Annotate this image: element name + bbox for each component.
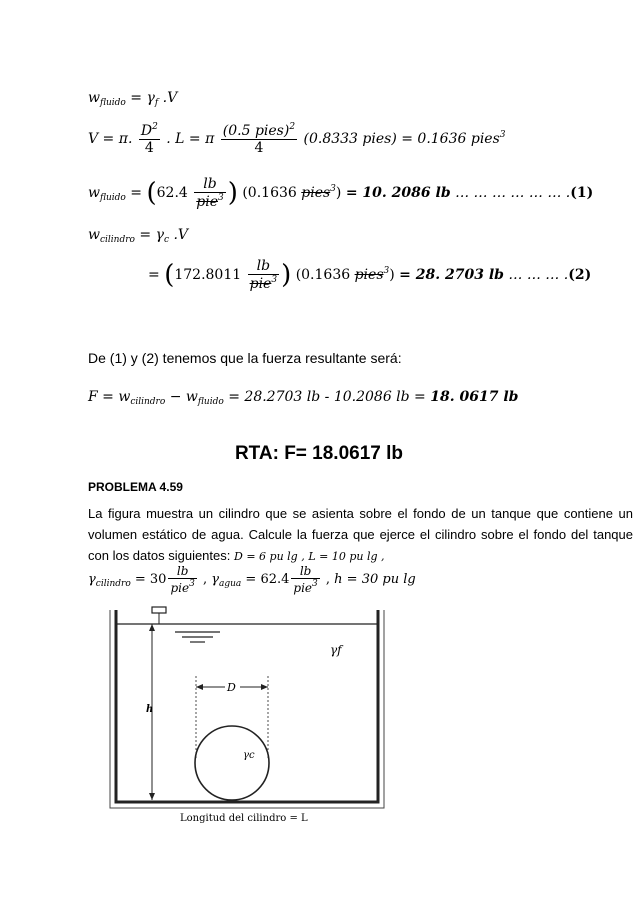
- conclusion-text: De (1) y (2) tenemos que la fuerza resultante será:: [88, 350, 402, 366]
- equation-w-fluid-value: $w_{fluido} = (62.4$ $\frac{lb}{pie^3}$ ) (0.1636 pies$^3$) = 10. 2086 lb … … … … … … .(1): [88, 176, 594, 210]
- equation-w-fluid-definition: $w_{fluido} = \gamma_f$ .V: [88, 90, 178, 108]
- gamma-c-label: γc: [243, 750, 255, 761]
- tank-figure: [100, 600, 390, 825]
- equation-volume: V = π. $\frac{D^2}{4}$ . L = π $\frac{(0.5 pies)^2}{4}$ (0.8333 pies) = 0.1636 pies$^3$: [88, 122, 506, 156]
- data-length: L = 10 pu lg ,: [308, 550, 385, 563]
- problem-title: PROBLEMA 4.59: [88, 480, 183, 494]
- cylinder-circle: [195, 726, 269, 800]
- problem-data-line: $\gamma_{cilindro} = 30$ $\frac{lb}{pie^3}$ , $\gamma_{agua} = 62.4$ $\frac{lb}{pie^3}$ , h = 30 pu lg: [88, 564, 416, 595]
- data-diameter: D = 6 pu lg ,: [234, 550, 305, 563]
- height-label: h: [146, 704, 154, 715]
- figure-caption: Longitud del cilindro = L: [180, 813, 308, 824]
- filler-cap: [152, 607, 166, 624]
- water-surface-marks: [175, 632, 220, 642]
- diameter-label: D: [227, 681, 236, 694]
- equation-w-cylinder-value: = (172.8011 $\frac{lb}{pie^3}$ ) (0.1636 pies$^3$) = 28. 2703 lb … … … .(2): [148, 258, 592, 292]
- gamma-f-label: γf: [330, 643, 342, 657]
- equation-w-cylinder-definition: $w_{cilindro} = \gamma_c$ .V: [88, 227, 189, 245]
- answer-heading: RTA: F= 18.0617 lb: [234, 443, 404, 464]
- problem-statement: La figura muestra un cilindro que se asienta sobre el fondo de un tanque que contiene un volumen estático de agua. Calcule la fuerza que ejerce el cilindro sobre el fondo del tanque con los datos siguientes: D = 6 pu lg , L = 10 pu lg ,: [88, 506, 633, 563]
- equation-resultant-force: $F = w_{cilindro} - w_{fluido} = 28.2703$ lb - 10.2086 lb = 18. 0617 lb: [88, 389, 519, 407]
